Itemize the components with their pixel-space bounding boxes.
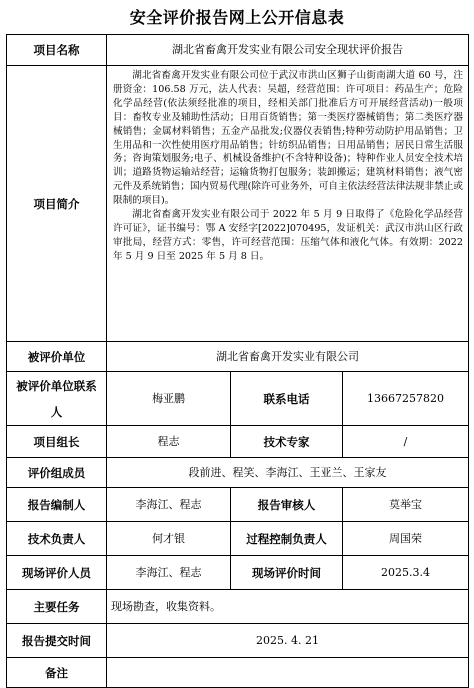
project-name-label: 项目名称 bbox=[7, 35, 107, 66]
reviewer-value: 莫举宝 bbox=[343, 488, 469, 522]
expert-label: 技术专家 bbox=[231, 426, 343, 458]
submit-label: 报告提交时间 bbox=[7, 624, 107, 658]
info-table bbox=[6, 34, 469, 688]
remark-label: 备注 bbox=[7, 658, 107, 688]
submit-value: 2025. 4. 21 bbox=[107, 624, 469, 658]
project-intro-label: 项目简介 bbox=[7, 66, 107, 342]
row-main-task bbox=[7, 590, 469, 624]
row-leader bbox=[7, 426, 469, 458]
expert-value: / bbox=[343, 426, 469, 458]
leader-value: 程志 bbox=[107, 426, 231, 458]
row-site bbox=[7, 556, 469, 590]
main-task-label: 主要任务 bbox=[7, 590, 107, 624]
members-label: 评价组成员 bbox=[7, 458, 107, 488]
author-value: 李海江、程志 bbox=[107, 488, 231, 522]
tech-value: 何才银 bbox=[107, 522, 231, 556]
row-submit bbox=[7, 624, 469, 658]
phone-value: 13667257820 bbox=[343, 372, 469, 426]
intro-paragraph: 湖北省畜禽开发实业有限公司位于武汉市洪山区狮子山街南湖大道 60 号，注册资金：106.58 万元，法人代表：吴超，经营范围：许可项目：药品生产；危险化学品经营(依法须经批准的项目，经相关部门批准后方可开展经营活动)一般项目：畜牧专业及辅助性活动；日用百货销售；第一类医疗器械销售；第二类医疗器械销售；金属材料销售；五金产品批发;仪器仪表销售;特种劳动防护用品销售；卫生用品和一次性使用医疗用品销售；针纺织品销售；日用品销售；居民日常生活服务；咨询策划服务;电子、机械设备维护(不含特种设备)；特种作业人员安全技术培训；道路货物运输站经营；运输货物打包服务；装卸搬运；建筑材料销售；液气密元件及系统销售；国内贸易代理(除许可业务外，可自主依法经营法律法规非禁止或限制的项目)。 bbox=[113, 70, 463, 207]
site-time-value: 2025.3.4 bbox=[343, 556, 469, 590]
reviewer-label: 报告审核人 bbox=[231, 488, 343, 522]
page-title: 安全评价报告网上公开信息表 bbox=[129, 8, 345, 27]
main-task-value: 现场勘查，收集资料。 bbox=[107, 590, 469, 624]
site-value: 李海江、程志 bbox=[107, 556, 231, 590]
row-project-name bbox=[7, 35, 469, 66]
contact-label: 被评价单位联系人 bbox=[7, 372, 107, 426]
row-remark bbox=[7, 658, 469, 688]
leader-label: 项目组长 bbox=[7, 426, 107, 458]
contact-value: 梅亚鹏 bbox=[107, 372, 231, 426]
project-intro-value bbox=[107, 66, 469, 342]
remark-value bbox=[107, 658, 469, 688]
row-members bbox=[7, 458, 469, 488]
row-tech bbox=[7, 522, 469, 556]
intro-paragraph: 湖北省畜禽开发实业有限公司于 2022 年 5 月 9 日取得了《危险化学品经营许可证》，证书编号：鄂 A 安经字[2022]070495，发证机关：武汉市洪山区行政审批局，经营方式：零售，许可经营范围：压缩气体和液化气体。有效期：2022 年 5 月 9 日至 2025 年 5 月 8 日。 bbox=[113, 209, 463, 262]
process-value: 周国荣 bbox=[343, 522, 469, 556]
members-value: 段前进、程笑、李海江、王亚兰、王家友 bbox=[107, 458, 469, 488]
process-label: 过程控制负责人 bbox=[231, 522, 343, 556]
site-time-label: 现场评价时间 bbox=[231, 556, 343, 590]
site-label: 现场评价人员 bbox=[7, 556, 107, 590]
row-author bbox=[7, 488, 469, 522]
evaluated-unit-value: 湖北省畜禽开发实业有限公司 bbox=[107, 342, 469, 372]
row-evaluated-unit bbox=[7, 342, 469, 372]
author-label: 报告编制人 bbox=[7, 488, 107, 522]
evaluated-unit-label: 被评价单位 bbox=[7, 342, 107, 372]
row-project-intro bbox=[7, 66, 469, 342]
phone-label: 联系电话 bbox=[231, 372, 343, 426]
row-contact bbox=[7, 372, 469, 426]
tech-label: 技术负责人 bbox=[7, 522, 107, 556]
project-name-value: 湖北省畜禽开发实业有限公司安全现状评价报告 bbox=[107, 35, 469, 66]
